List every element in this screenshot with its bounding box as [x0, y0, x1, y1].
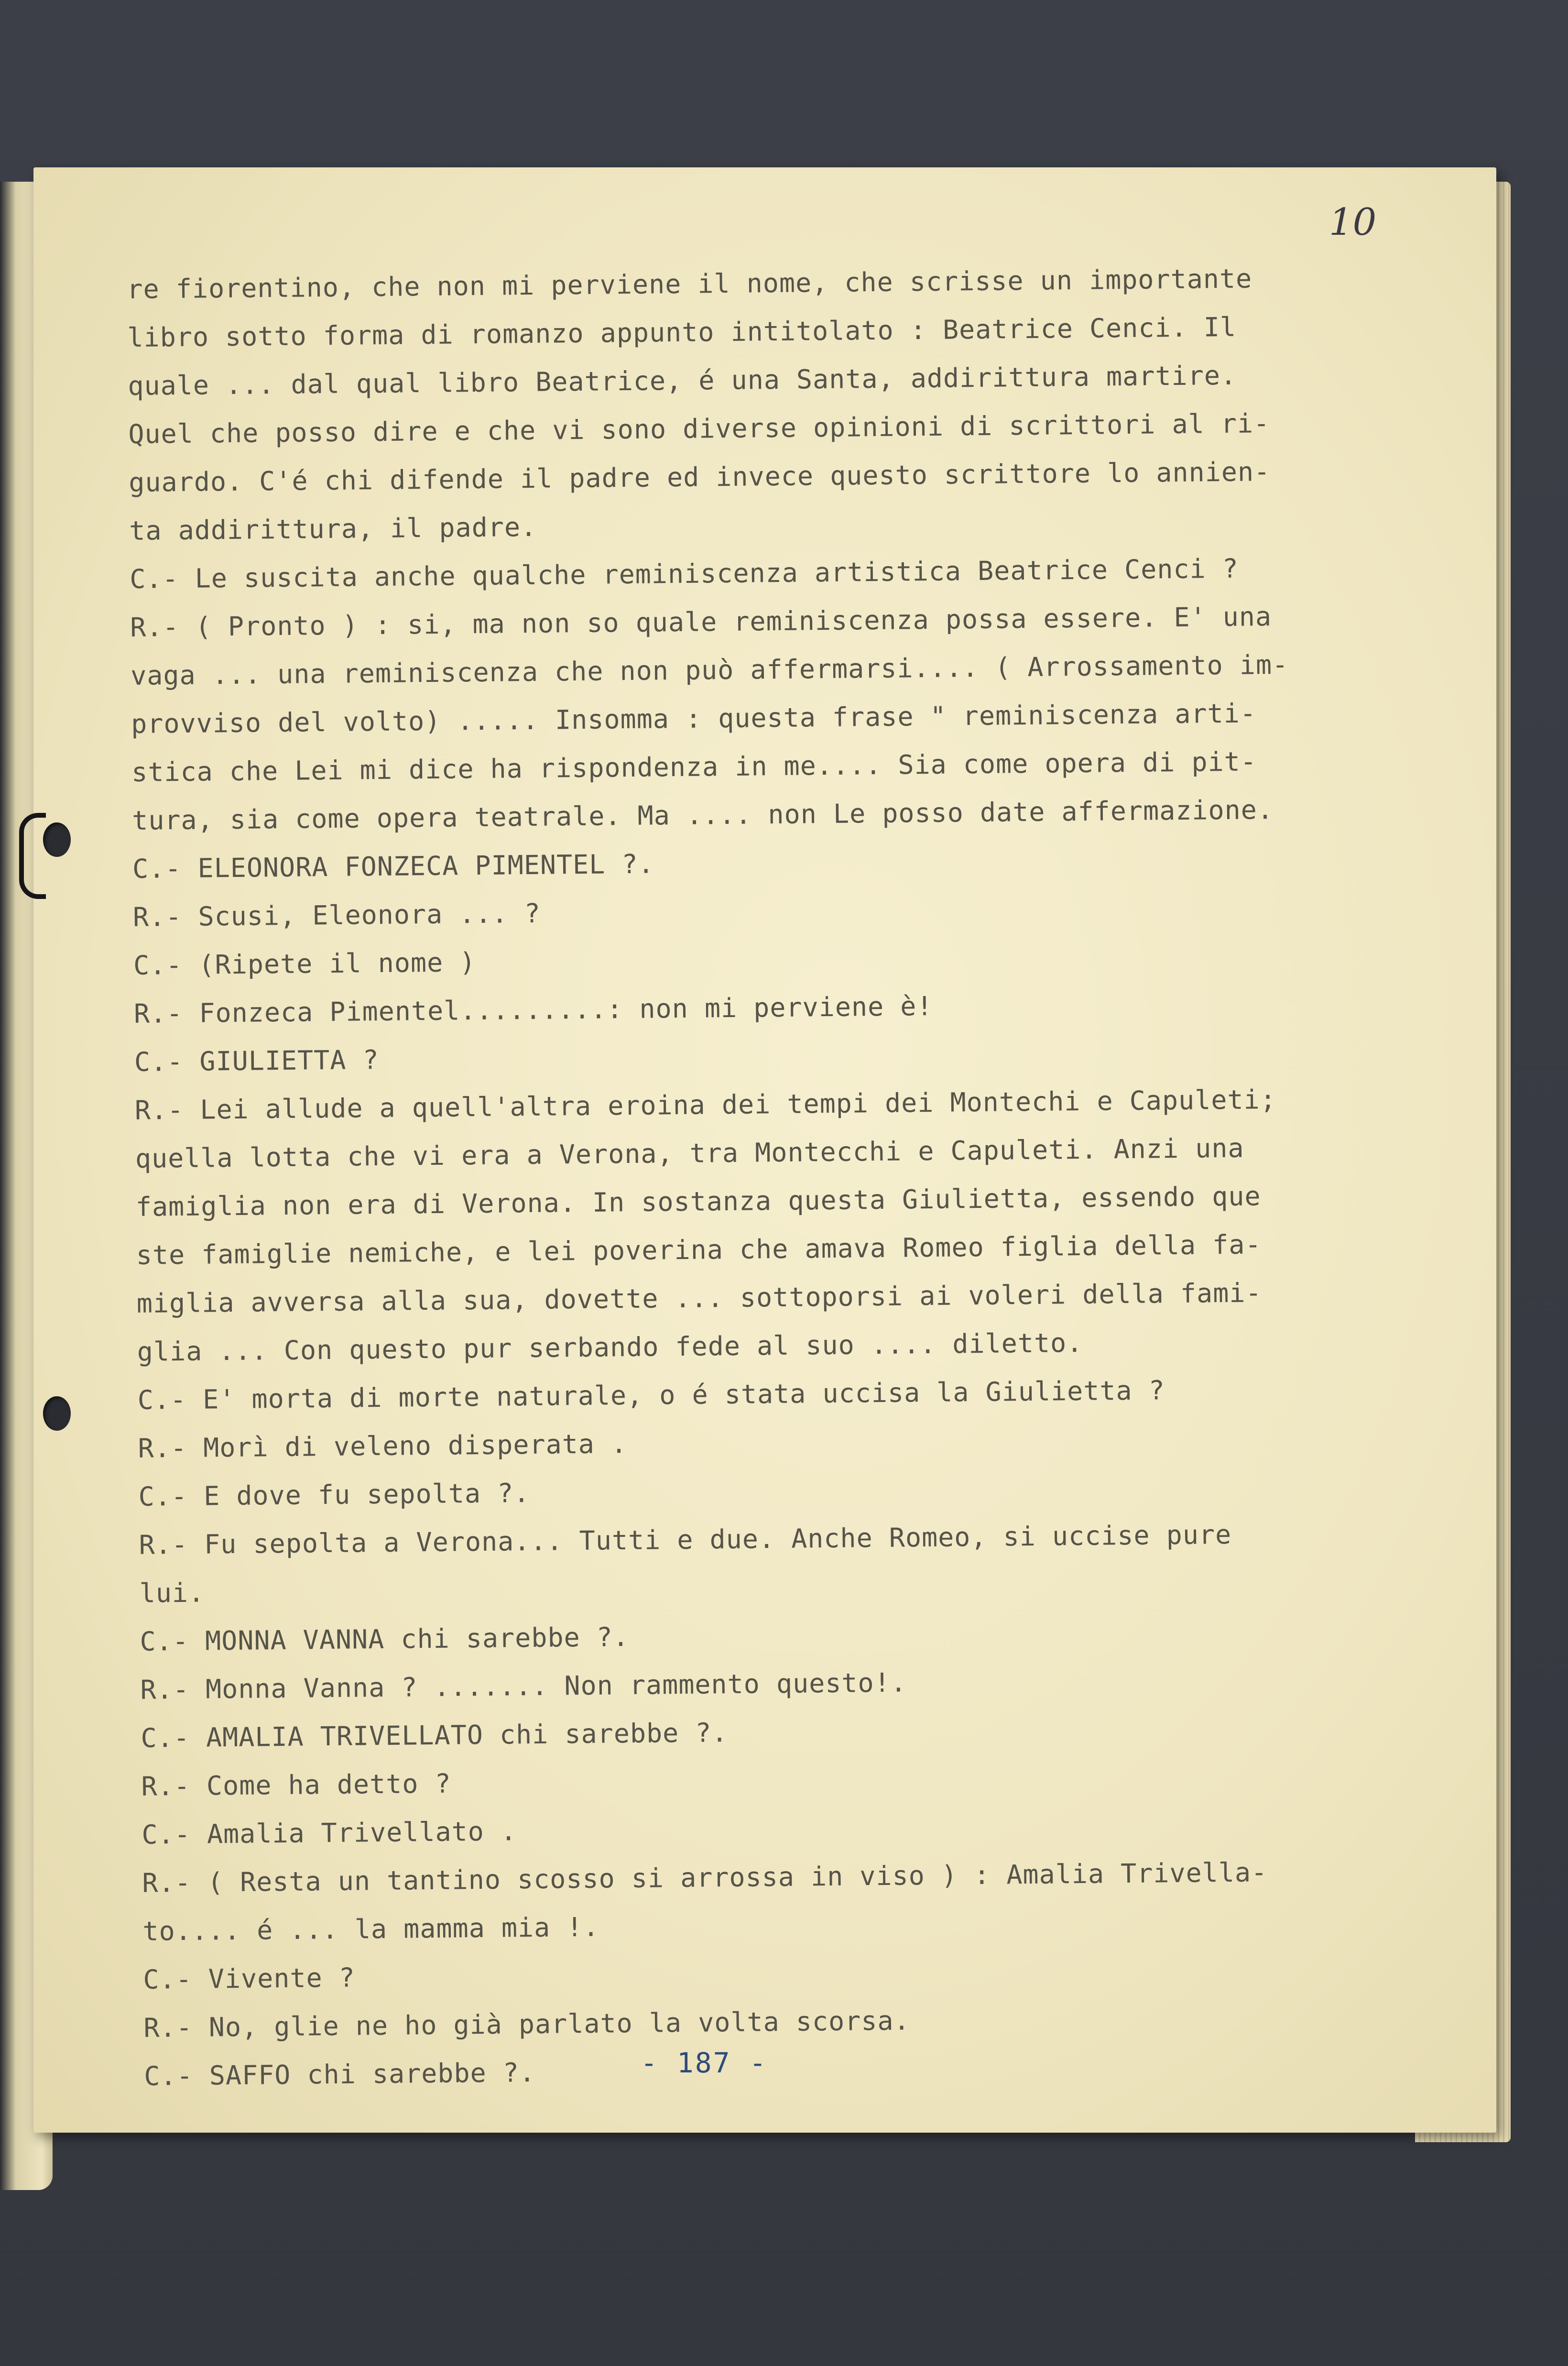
punch-hole-top — [43, 822, 71, 857]
text-line: famiglia non era di Verona. In sostanza questa Giulietta, essendo que — [135, 1181, 1261, 1222]
binding-cord — [19, 813, 46, 899]
text-line: R.- Fonzeca Pimentel.........: non mi perviene è! — [133, 990, 933, 1029]
text-line: R.- ( Pronto ) : si, ma non so quale reminiscenza possa essere. E' una — [130, 601, 1272, 643]
footer-page-number: - 187 - — [641, 2047, 768, 2079]
handwritten-page-number: 10 — [1329, 201, 1377, 244]
text-line: R.- Scusi, Eleonora ... ? — [132, 898, 541, 932]
text-line: libro sotto forma di romanzo appunto intitolato : Beatrice Cenci. Il — [127, 311, 1237, 353]
text-line: C.- ELEONORA FONZECA PIMENTEL ?. — [132, 848, 654, 884]
text-line: vaga ... una reminiscenza che non può affermarsi.... ( Arrossamento im- — [130, 649, 1289, 691]
text-line: glia ... Con questo pur serbando fede al suo .... diletto. — [137, 1327, 1083, 1367]
text-line: C.- SAFFO chi sarebbe ?. — [144, 2057, 536, 2092]
text-line: R.- No, glie ne ho già parlato la volta scorsa. — [143, 2005, 910, 2043]
text-line: ta addirittura, il padre. — [129, 511, 537, 546]
text-line: C.- Vivente ? — [143, 1962, 356, 1995]
text-line: C.- Amalia Trivellato . — [142, 1816, 517, 1850]
text-line: provviso del volto) ..... Insomma : questa frase " reminiscenza arti- — [131, 698, 1257, 739]
text-line: R.- Morì di veleno disperata . — [138, 1428, 628, 1464]
text-line: C.- (Ripete il nome ) — [133, 947, 476, 981]
text-line: R.- Lei allude a quell'altra eroina dei tempi dei Montechi e Capuleti; — [134, 1084, 1277, 1126]
text-line: R.- Come ha detto ? — [141, 1768, 451, 1802]
text-line: ste famiglie nemiche, e lei poverina che amava Romeo figlia della fa- — [136, 1229, 1262, 1271]
text-line: tura, sia come opera teatrale. Ma .... non Le posso date affermazione. — [131, 794, 1274, 836]
text-line: miglia avversa alla sua, dovette ... sottoporsi ai voleri della fami- — [136, 1277, 1262, 1319]
text-line: quella lotta che vi era a Verona, tra Montecchi e Capuleti. Anzi una — [135, 1132, 1244, 1174]
text-line: stica che Lei mi dice ha rispondenza in me.... Sia come opera di pit- — [131, 746, 1257, 788]
text-line: quale ... dal qual libro Beatrice, é una Santa, addirittura martire. — [128, 360, 1237, 401]
text-line: re fiorentino, che non mi perviene il nome, che scrisse un importante — [127, 263, 1252, 305]
text-line: C.- AMALIA TRIVELLATO chi sarebbe ?. — [141, 1717, 728, 1753]
text-line: R.- ( Resta un tantino scosso si arrossa in viso ) : Amalia Trivella- — [142, 1857, 1268, 1898]
text-line: R.- Fu sepolta a Verona... Tutti e due. Anche Romeo, si uccise pure — [139, 1519, 1232, 1560]
text-line: C.- E' morta di morte naturale, o é stata uccisa la Giulietta ? — [137, 1375, 1165, 1415]
text-line: C.- GIULIETTA ? — [134, 1044, 379, 1077]
text-line: C.- E dove fu sepolta ?. — [138, 1478, 530, 1512]
punch-hole-bottom — [43, 1396, 71, 1431]
text-line: lui. — [139, 1577, 205, 1609]
text-line: guardo. C'é chi difende il padre ed invece questo scrittore lo annien- — [129, 456, 1271, 498]
text-line: C.- Le suscita anche qualche reminiscenza artistica Beatrice Cenci ? — [129, 553, 1239, 594]
text-line: Quel che posso dire e che vi sono diverse opinioni di scrittori al ri- — [128, 408, 1270, 449]
text-line: C.- MONNA VANNA chi sarebbe ?. — [140, 1621, 630, 1657]
typewritten-transcript — [127, 253, 1397, 2101]
text-line: R.- Monna Vanna ? ....... Non rammento questo!. — [140, 1667, 907, 1705]
text-line: to.... é ... la mamma mia !. — [142, 1911, 599, 1947]
